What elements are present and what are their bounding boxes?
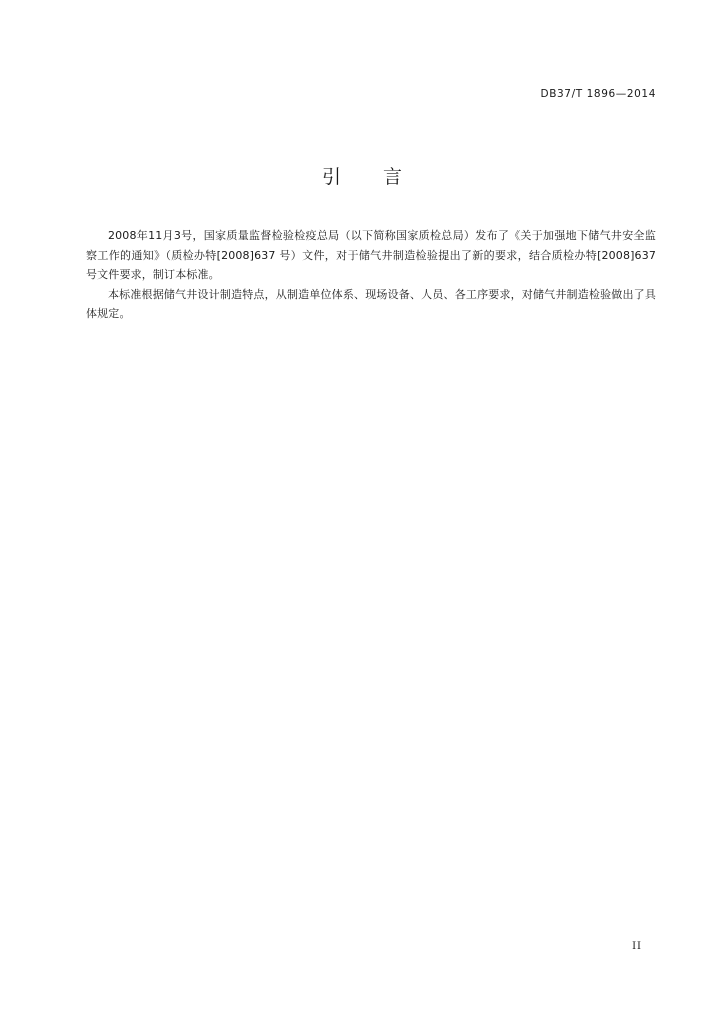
paragraph: 本标准根据储气井设计制造特点，从制造单位体系、现场设备、人员、各工序要求，对储气井制造检验做出了具体规定。 <box>86 287 656 320</box>
paragraph: 2008年11月3号，国家质量监督检验检疫总局（以下简称国家质检总局）发布了《关于加强地下储气井安全监察工作的通知》（质检办特[2008]637 号）文件，对于储气井制造检验提出了新的要求，结合质检办特[2008]637 号文件要求，制订本标准。 <box>86 229 656 281</box>
introduction-body <box>86 226 656 324</box>
page-number: II <box>632 941 642 952</box>
title-char-1: 引 <box>321 166 341 188</box>
page-title <box>0 162 724 189</box>
standard-code: DB37/T 1896—2014 <box>540 88 656 100</box>
title-char-2: 言 <box>383 166 403 188</box>
